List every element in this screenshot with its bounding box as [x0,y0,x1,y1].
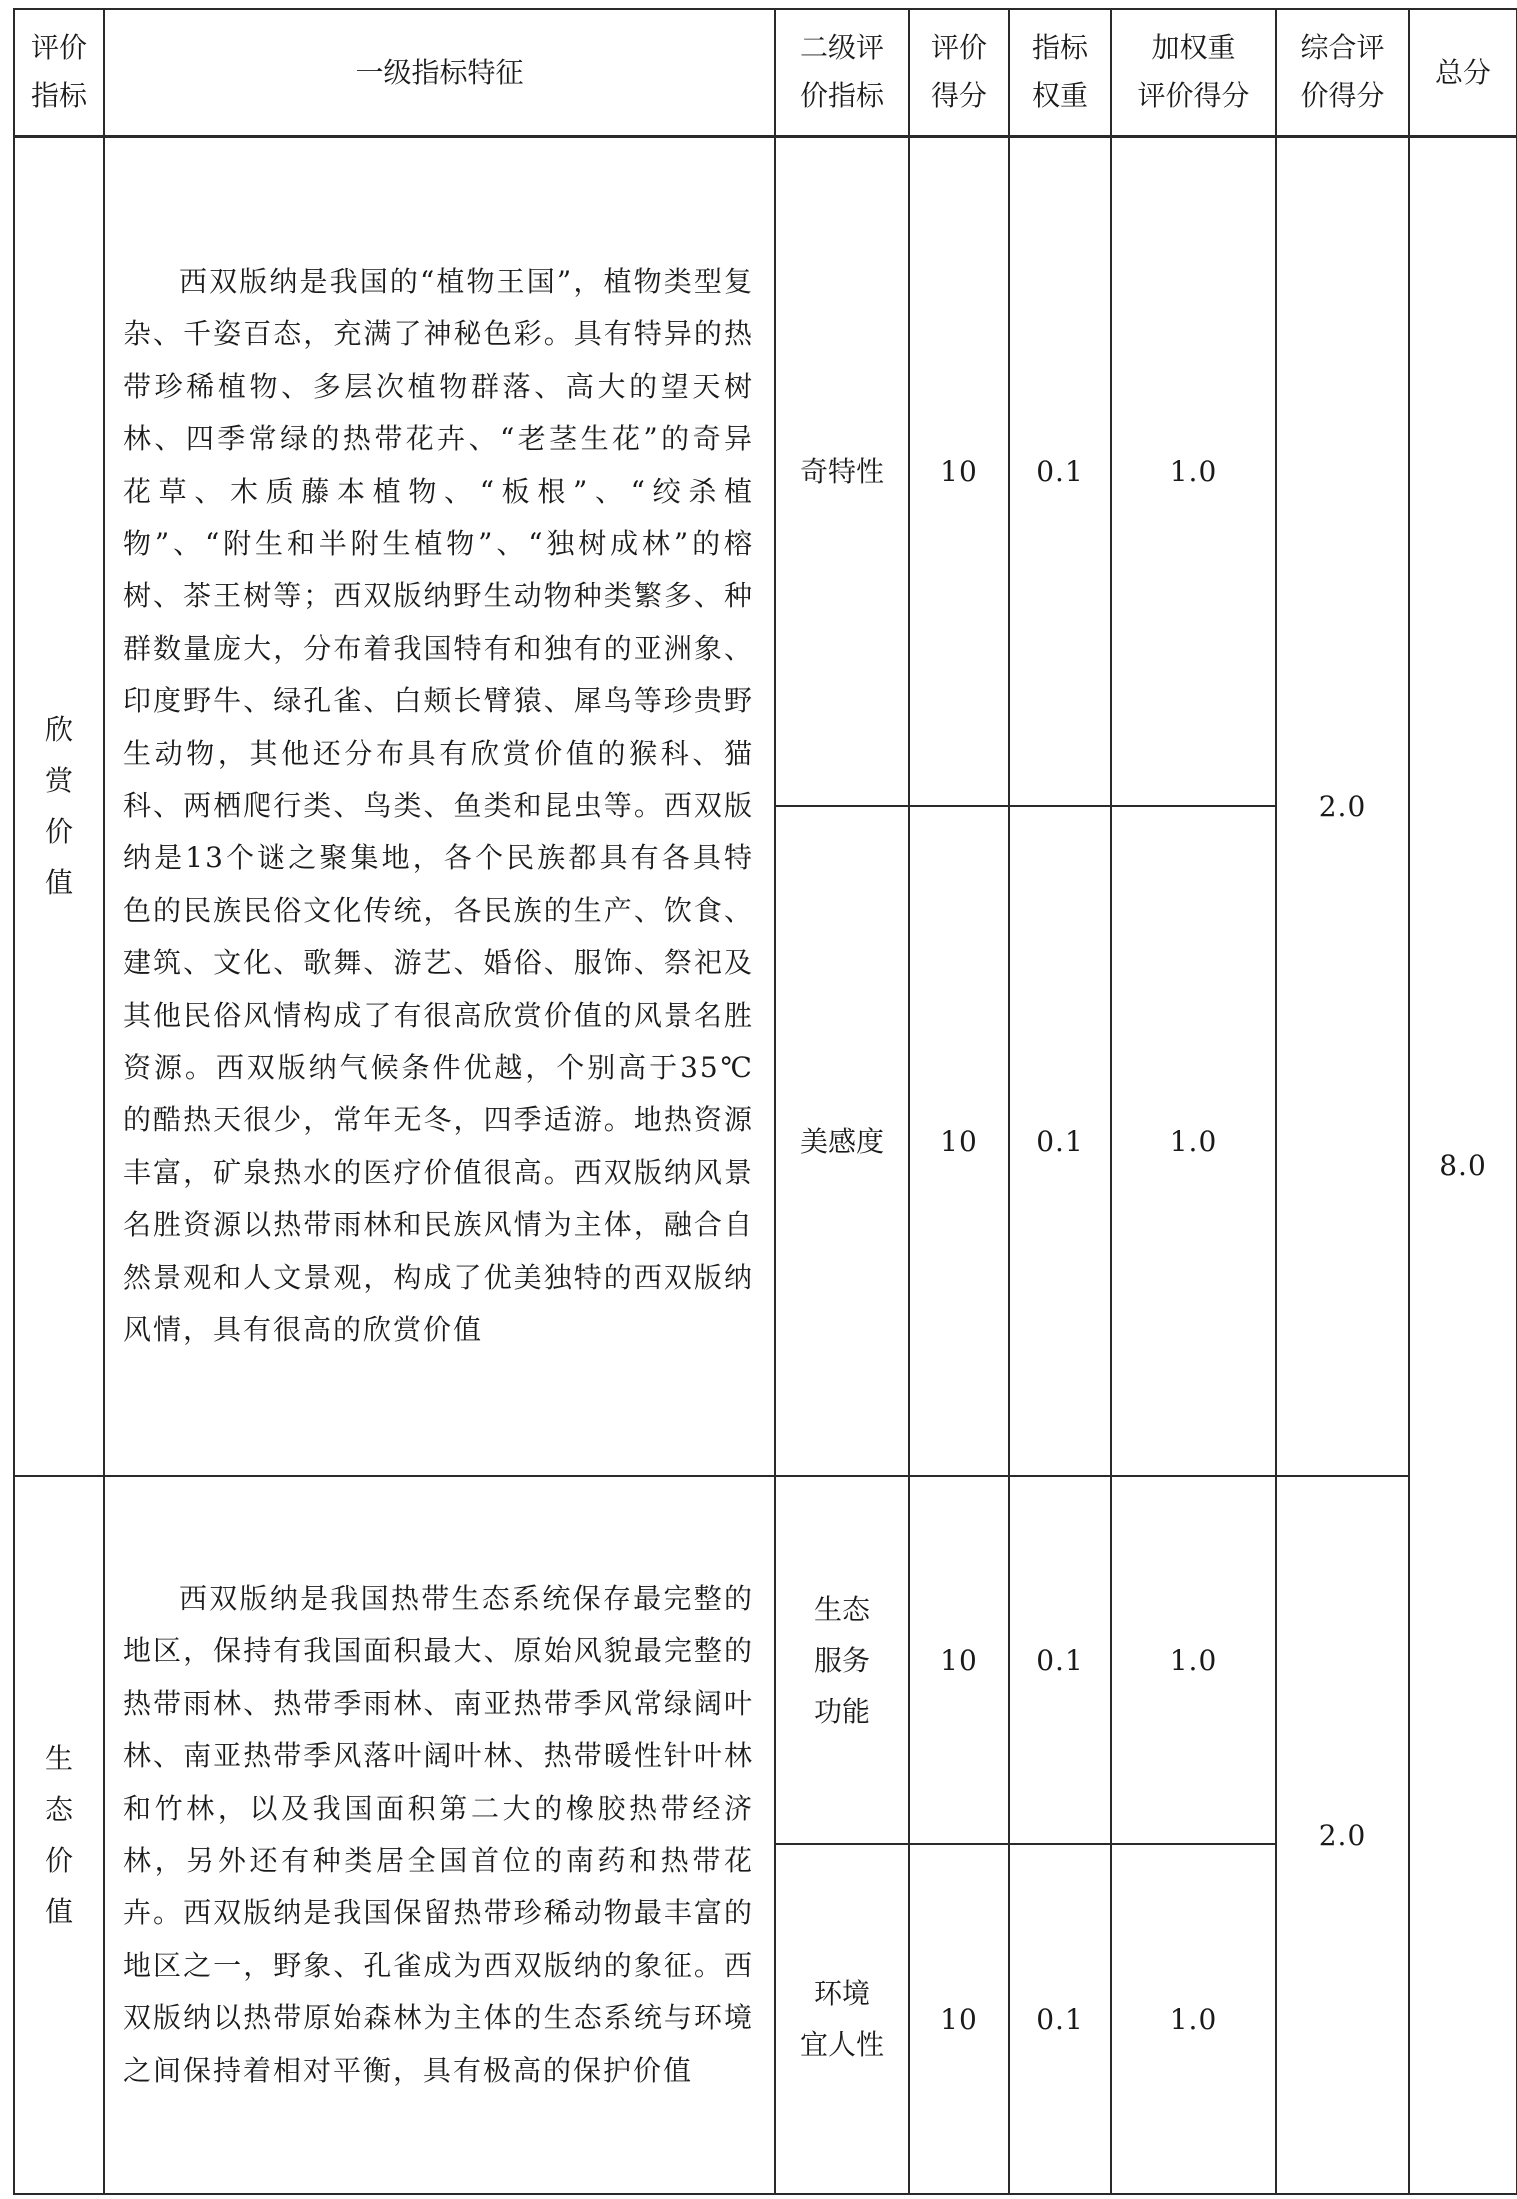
composite-score-ecological: 2.0 [1276,1476,1409,2194]
header-secondary-line1: 二级评 [799,31,884,65]
header-composite-line2: 价得分 [1300,79,1385,113]
weight-cell: 0.1 [1009,1844,1111,2194]
header-composite [1276,9,1409,136]
secondary-label-line: 宜人性 [799,2028,884,2061]
secondary-label: 美感度 [799,1124,884,1158]
indicator-char: 值 [44,866,73,900]
indicator-ecological-value [14,1476,104,2194]
indicator-char: 值 [44,1895,73,1928]
indicator-appreciation-value [14,136,104,1476]
composite-score-appreciation: 2.0 [1276,136,1409,1476]
score-cell: 10 [909,806,1009,1476]
secondary-indicator-environment-comfort [775,1844,909,2194]
header-weight-line1: 指标 [1031,31,1088,65]
weight-cell: 0.1 [1009,136,1111,806]
header-total: 总分 [1409,9,1517,136]
header-score-line1: 评价 [930,31,987,65]
secondary-label-line: 环境 [813,1977,870,2010]
header-score-line2: 得分 [930,79,987,113]
secondary-label-line: 服务 [813,1643,870,1677]
secondary-label: 奇特性 [799,454,884,488]
secondary-indicator-ecosystem-service [775,1476,909,1844]
feature-description-appreciation [104,136,775,1476]
secondary-indicator-aesthetics [775,806,909,1476]
header-weighted [1111,9,1276,136]
indicator-char: 欣 [44,713,73,747]
secondary-label-line: 功能 [813,1694,870,1728]
table-row [14,1476,1517,1844]
header-indicator-line1: 评价 [30,31,87,65]
indicator-char: 态 [44,1793,73,1826]
header-secondary [775,9,909,136]
evaluation-table [13,8,1517,2195]
header-secondary-line2: 价指标 [799,79,884,113]
header-weight-line2: 权重 [1031,79,1088,113]
header-indicator-line2: 指标 [30,79,87,113]
header-feature: 一级指标特征 [104,9,775,136]
weighted-score-cell: 1.0 [1111,136,1276,806]
header-weight [1009,9,1111,136]
indicator-char: 赏 [44,764,73,798]
indicator-char: 价 [44,815,73,849]
header-weighted-line1: 加权重 [1151,31,1236,65]
feature-description-ecological [104,1476,775,2194]
feature-paragraph: 西双版纳是我国的“植物王国”，植物类型复杂、千姿百态，充满了神秘色彩。具有特异的热带珍稀植物、多层次植物群落、高大的望天树林、四季常绿的热带花卉、“老茎生花”的奇异花草、木质藤本植物、“板根”、“绞杀植物”、“附生和半附生植物”、“独树成林”的榕树、茶王树等；西双版纳野生动物种类繁多、种群数量庞大，分布着我国特有和独有的亚洲象、印度野牛、绿孔雀、白颊长臂猿、犀鸟等珍贵野生动物，其他还分布具有欣赏价值的猴科、猫科、两栖爬行类、鸟类、鱼类和昆虫等。西双版纳是13个谜之聚集地，各个民族都具有各具特色的民族民俗文化传统，各民族的生产、饮食、建筑、文化、歌舞、游艺、婚俗、服饰、祭祀及其他民俗风情构成了有很高欣赏价值的风景名胜资源。西双版纳气候条件优越，个别高于35℃的酷热天很少，常年无冬，四季适游。地热资源丰富，矿泉热水的医疗价值很高。西双版纳风景名胜资源以热带雨林和民族风情为主体，融合自然景观和人文景观，构成了优美独特的西双版纳风情，具有很高的欣赏价值 [123,264,754,1347]
indicator-char: 生 [44,1742,73,1775]
weighted-score-cell: 1.0 [1111,1476,1276,1844]
header-weighted-line2: 评价得分 [1137,79,1250,113]
weighted-score-cell: 1.0 [1111,1844,1276,2194]
table-row [14,136,1517,806]
header-score [909,9,1009,136]
header-indicator [14,9,104,136]
total-score: 8.0 [1409,136,1517,2194]
weight-cell: 0.1 [1009,1476,1111,1844]
secondary-label-line: 生态 [813,1592,870,1626]
feature-paragraph: 西双版纳是我国热带生态系统保存最完整的地区，保持有我国面积最大、原始风貌最完整的热带雨林、热带季雨林、南亚热带季风常绿阔叶林、南亚热带季风落叶阔叶林、热带暖性针叶林和竹林，以及我国面积第二大的橡胶热带经济林，另外还有种类居全国首位的南药和热带花卉。西双版纳是我国保留热带珍稀动物最丰富的地区之一，野象、孔雀成为西双版纳的象征。西双版纳以热带原始森林为主体的生态系统与环境之间保持着相对平衡，具有极高的保护价值 [123,1581,754,2087]
score-cell: 10 [909,1844,1009,2194]
table-header-row [14,9,1517,136]
weighted-score-cell: 1.0 [1111,806,1276,1476]
indicator-char: 价 [44,1844,73,1877]
secondary-indicator-uniqueness [775,136,909,806]
score-cell: 10 [909,1476,1009,1844]
weight-cell: 0.1 [1009,806,1111,1476]
score-cell: 10 [909,136,1009,806]
header-composite-line1: 综合评 [1300,31,1385,65]
